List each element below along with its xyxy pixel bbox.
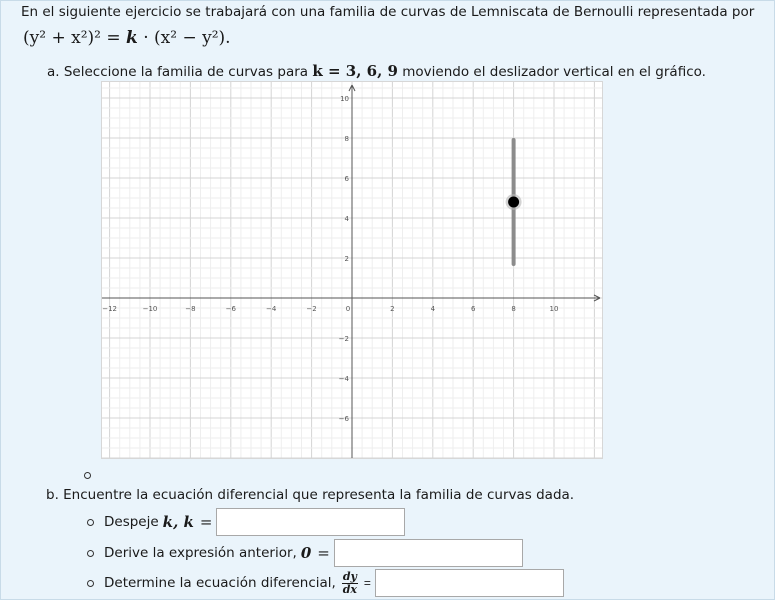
fraction-numerator: dy: [342, 569, 357, 583]
step-differential-label: Determine la ecuación diferencial,: [104, 575, 336, 591]
x-tick-label: 10: [549, 305, 559, 313]
y-tick-label: 10: [340, 95, 349, 103]
answer-dydx-input[interactable]: [375, 569, 564, 597]
y-tick-label: −6: [338, 415, 349, 423]
step-bullet: [87, 550, 94, 557]
x-tick-label: −6: [225, 305, 236, 313]
step-despeje-equals: =: [199, 513, 213, 531]
answer-k-input[interactable]: [216, 508, 405, 536]
slider-handle[interactable]: [508, 197, 519, 208]
item-a-math: k = 3, 6, 9: [312, 62, 398, 80]
y-tick-label: −4: [338, 375, 349, 383]
x-tick-label: 4: [430, 305, 436, 313]
graph-canvas[interactable]: [102, 82, 602, 458]
formula-equals: =: [106, 28, 121, 48]
x-tick-label: −12: [102, 305, 117, 313]
answer-derivative-input[interactable]: [334, 539, 523, 567]
x-tick-label: −4: [266, 305, 277, 313]
y-tick-label: 2: [344, 255, 349, 263]
step-differential: [87, 569, 564, 597]
x-tick-label: 6: [470, 305, 476, 313]
x-tick-label: 8: [511, 305, 516, 313]
lemniscate-formula: [23, 28, 231, 48]
fraction-denominator: dx: [342, 582, 357, 596]
empty-list-bullet: [84, 472, 91, 479]
item-a-suffix: moviendo el deslizador vertical en el gráfico.: [402, 64, 706, 80]
dy-dx-fraction: [342, 571, 358, 596]
x-tick-label: 2: [390, 305, 395, 313]
x-tick-label: −2: [306, 305, 317, 313]
x-tick-label: 0: [345, 305, 351, 313]
item-a-prefix: a. Seleccione la familia de curvas para: [47, 64, 309, 80]
item-a: [47, 62, 706, 80]
y-tick-label: 4: [344, 215, 349, 223]
y-tick-label: 8: [344, 135, 349, 143]
step-derive-math: 0: [300, 544, 312, 562]
formula-lhs: (y² + x²)²: [23, 28, 101, 48]
y-tick-label: 6: [344, 175, 349, 183]
step-bullet: [87, 580, 94, 587]
step-despeje-label: Despeje: [104, 514, 159, 530]
y-tick-label: −2: [338, 335, 349, 343]
x-tick-label: −10: [142, 305, 158, 313]
geogebra-graph[interactable]: [101, 81, 603, 459]
step-despeje: [87, 508, 405, 536]
formula-dot: ·: [143, 28, 149, 48]
step-derive-equals: =: [317, 544, 330, 562]
step-derive: [87, 539, 523, 567]
step-despeje-math: k, k: [162, 513, 194, 531]
formula-k: k: [126, 28, 138, 48]
step-bullet: [87, 519, 94, 526]
step-derive-label: Derive la expresión anterior,: [104, 545, 297, 561]
step-differential-equals: =: [363, 576, 371, 590]
x-tick-label: −8: [185, 305, 196, 313]
item-b-label: b. Encuentre la ecuación diferencial que representa la familia de curvas dada.: [46, 487, 575, 503]
formula-rhs: (x² − y²).: [154, 28, 231, 48]
intro-text: En el siguiente ejercicio se trabajará con una familia de curvas de Lemniscata de Bernoulli representada por: [21, 4, 755, 20]
